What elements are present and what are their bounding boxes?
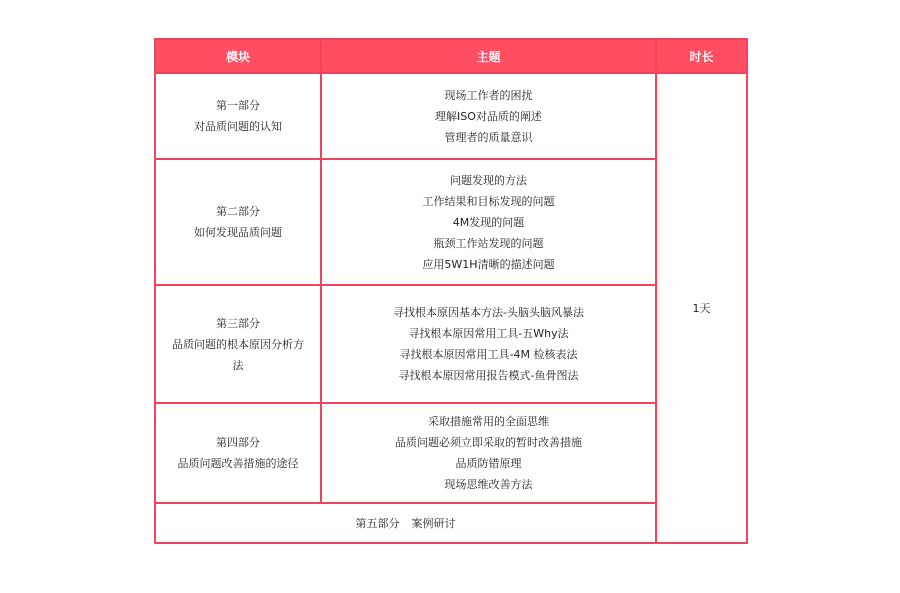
table-row <box>155 73 747 159</box>
topic-item: 工作结果和目标发现的问题 <box>422 194 555 208</box>
module-title: 对品质问题的认知 <box>194 120 282 133</box>
header-duration: 时长 <box>656 39 747 73</box>
header-topic: 主题 <box>321 39 656 73</box>
topic-item: 管理者的质量意识 <box>444 130 533 144</box>
module-cell <box>155 159 321 285</box>
topic-item: 寻找根本原因常用工具-五Why法 <box>408 327 569 340</box>
topic-item: 问题发现的方法 <box>450 173 527 187</box>
final-part-label: 第五部分 <box>355 517 400 530</box>
module-title: 品质问题的根本原因分析方 <box>172 337 304 351</box>
topic-item: 瓶颈工作站发现的问题 <box>433 236 544 250</box>
module-part-label: 第三部分 <box>216 316 260 330</box>
topic-item: 寻找根本原因常用报告模式-鱼骨图法 <box>398 369 579 382</box>
header-module: 模块 <box>155 39 321 73</box>
table-header-row <box>155 39 747 73</box>
duration-cell: 1天 <box>656 73 747 543</box>
final-section-cell <box>155 503 656 543</box>
topic-item: 4M发现的问题 <box>452 215 525 229</box>
topic-item: 寻找根本原因常用工具-4M 检核表法 <box>399 348 578 361</box>
topic-item: 采取措施常用的全面思维 <box>428 415 549 428</box>
module-part-label: 第二部分 <box>216 205 260 218</box>
module-title: 品质问题改善措施的途径 <box>177 457 299 470</box>
topic-item: 现场工作者的困扰 <box>444 88 533 102</box>
topic-item: 应用5W1H清晰的描述问题 <box>422 257 555 271</box>
topic-cell <box>321 73 656 159</box>
topic-item: 现场思维改善方法 <box>444 478 533 491</box>
topic-cell <box>321 403 656 503</box>
topic-cell <box>321 159 656 285</box>
module-part-label: 第四部分 <box>216 436 260 449</box>
module-cell <box>155 403 321 503</box>
topic-item: 寻找根本原因基本方法-头脑头脑风暴法 <box>393 306 584 319</box>
topic-item: 理解ISO对品质的阐述 <box>435 109 542 123</box>
module-title: 如何发现品质问题 <box>194 226 282 239</box>
topic-item: 品质问题必须立即采取的暂时改善措施 <box>395 436 582 449</box>
module-title-continued: 法 <box>232 358 244 372</box>
final-section-title: 案例研讨 <box>411 517 456 530</box>
topic-item: 品质防错原理 <box>455 457 522 470</box>
module-cell <box>155 73 321 159</box>
course-outline-table <box>154 38 748 544</box>
module-cell <box>155 285 321 403</box>
topic-cell <box>321 285 656 403</box>
module-part-label: 第一部分 <box>216 99 260 112</box>
